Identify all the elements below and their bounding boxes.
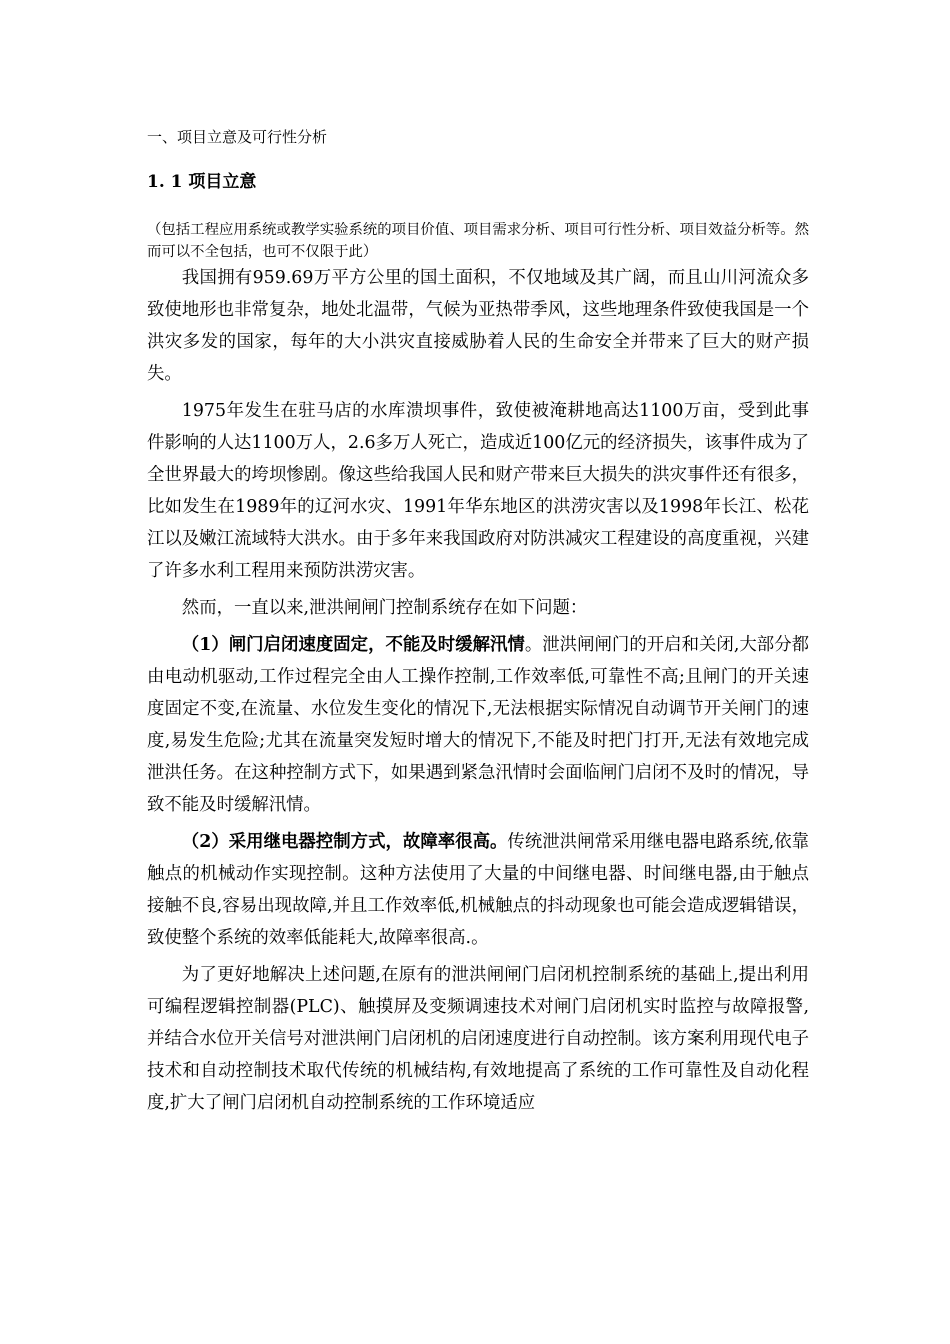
paragraph — [147, 395, 809, 587]
body-text — [147, 262, 809, 1124]
paragraph-text: 我国拥有959.69万平方公里的国土面积，不仅地域及其广阔，而且山川河流众多致使地形也非常复杂，地处北温带，气候为亚热带季风，这些地理条件致使我国是一个洪灾多发的国家，每年的大小洪灾直接威胁着人民的生命安全并带来了巨大的财产损失。 — [147, 268, 809, 384]
paragraph — [147, 959, 809, 1119]
subsection-heading: 1. 1 项目立意 — [147, 172, 257, 192]
paragraph-text: 1975年发生在驻马店的水库溃坝事件，致使被淹耕地高达1100万亩，受到此事件影响的人达1100万人，2.6多万人死亡，造成近100亿元的经济损失，该事件成为了全世界最大的垮坝惨剧。像这些给我国人民和财产带来巨大损失的洪灾事件还有很多，比如发生在1989年的辽河水灾、1991年华东地区的洪涝灾害以及1998年长江、松花江以及嫩江流域特大洪水。由于多年来我国政府对防洪减灾工程建设的高度重视，兴建了许多水利工程用来预防洪涝灾害。 — [147, 401, 809, 581]
paragraph-lead: （2）采用继电器控制方式，故障率很高。 — [181, 832, 508, 852]
paragraph-text: 为了更好地解决上述问题,在原有的泄洪闸闸门启闭机控制系统的基础上,提出利用可编程逻辑控制器(PLC)、触摸屏及变频调速技术对闸门启闭机实时监控与故障报警,并结合水位开关信号对泄洪闸门启闭机的启闭速度进行自动控制。该方案利用现代电子技术和自动控制技术取代传统的机械结构,有效地提高了系统的工作可靠性及自动化程度,扩大了闸门启闭机自动控制系统的工作环境适应 — [147, 965, 809, 1113]
guidance-note: （包括工程应用系统或教学实验系统的项目价值、项目需求分析、项目可行性分析、项目效益分析等。然而可以不全包括，也可不仅限于此） — [147, 222, 809, 260]
paragraph — [147, 262, 809, 390]
paragraph-text: 。泄洪闸闸门的开启和关闭,大部分都由电动机驱动,工作过程完全由人工操作控制,工作效率低,可靠性不高;且闸门的开关速度固定不变,在流量、水位发生变化的情况下,无法根据实际情况自动调节开关闸门的速度,易发生危险;尤其在流量突发短时增大的情况下,不能及时把门打开,无法有效地完成泄洪任务。在这种控制方式下，如果遇到紧急汛情时会面临闸门启闭不及时的情况，导致不能及时缓解汛情。 — [147, 635, 810, 815]
paragraph-lead: （1）闸门启闭速度固定，不能及时缓解汛情 — [181, 635, 525, 655]
paragraph-text: 传统泄洪闸常采用继电器电路系统,依靠触点的机械动作实现控制。这种方法使用了大量的中间继电器、时间继电器,由于触点接触不良,容易出现故障,并且工作效率低,机械触点的抖动现象也可能会造成逻辑错误，致使整个系统的效率低能耗大,故障率很高.。 — [147, 832, 809, 948]
paragraph — [147, 826, 809, 954]
paragraph — [147, 629, 809, 821]
paragraph-text: 然而，一直以来,泄洪闸闸门控制系统存在如下问题： — [181, 598, 588, 618]
paragraph — [147, 592, 809, 624]
section-heading: 一、项目立意及可行性分析 — [147, 128, 328, 146]
